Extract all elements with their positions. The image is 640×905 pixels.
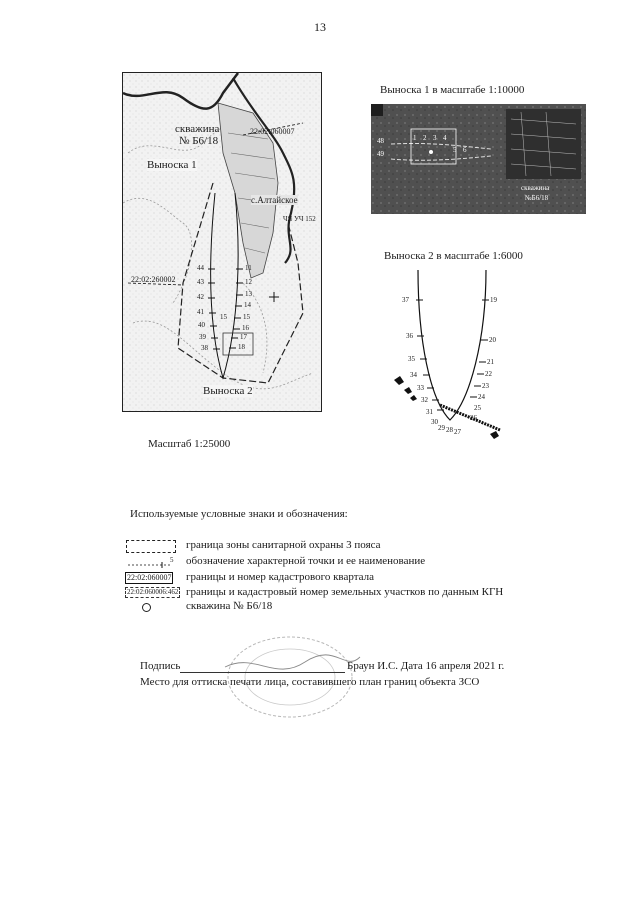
inset1-point: 1 xyxy=(413,134,417,142)
inset2-point: 27 xyxy=(454,428,461,436)
main-map-scale: Масштаб 1:25000 xyxy=(148,438,231,450)
callout2-label: Выноска 2 xyxy=(203,385,253,397)
inset1-point: 5 xyxy=(453,146,457,154)
village-label: с.Алтайское xyxy=(251,195,298,205)
inset2-point: 23 xyxy=(482,382,489,390)
inset2-point: 25 xyxy=(474,404,481,412)
well-label: скважина xyxy=(175,123,220,135)
point-label: 40 xyxy=(198,321,205,329)
point-label: 15 xyxy=(243,313,250,321)
point-label: 12 xyxy=(245,278,252,286)
inset1-point: 48 xyxy=(377,137,384,145)
legend-item: граница зоны санитарной охраны 3 пояса xyxy=(186,539,381,551)
point-label: 42 xyxy=(197,293,204,301)
inset2-point: 31 xyxy=(426,408,433,416)
inset1-well-number: №Б6/18 xyxy=(525,194,549,202)
inset2-point: 34 xyxy=(410,371,417,379)
inset1-map xyxy=(371,104,586,214)
cad-quarter-top: 22:02:060007 xyxy=(250,127,295,136)
point-label: 15 xyxy=(220,313,227,321)
point-label: 18 xyxy=(238,343,245,351)
legend-symbol-parcel: 22:02:060006:462 xyxy=(127,588,179,596)
point-label: 13 xyxy=(245,290,252,298)
inset1-point: 3 xyxy=(433,134,437,142)
point-label: 11 xyxy=(245,264,252,272)
main-map-drawing xyxy=(123,73,321,411)
signature-label: Подпись xyxy=(140,660,181,672)
page-number: 13 xyxy=(314,20,326,34)
legend-point-number: 5 xyxy=(170,556,174,564)
callout1-label: Выноска 1 xyxy=(147,159,197,171)
stamp-place-line: Место для оттиска печати лица, составившего план границ объекта ЗСО xyxy=(140,676,480,688)
inset2-point: 19 xyxy=(490,296,497,304)
inset1-point: 6 xyxy=(463,146,467,154)
inset2-point: 35 xyxy=(408,355,415,363)
legend-symbol-zone xyxy=(126,540,176,553)
inset2-point: 37 xyxy=(402,296,409,304)
inset2-point: 29 xyxy=(438,424,445,432)
inset2-point: 32 xyxy=(421,396,428,404)
legend-item: границы и номер кадастрового квартала xyxy=(186,571,374,583)
parcel-label: ЧЯ УЧ 152 xyxy=(283,215,316,223)
legend-heading: Используемые условные знаки и обозначения: xyxy=(130,508,348,520)
inset2-point: 21 xyxy=(487,358,494,366)
legend-symbol-point xyxy=(126,556,176,568)
cad-quarter-left: 22:02:260002 xyxy=(131,275,176,284)
inset1-drawing xyxy=(371,104,586,214)
inset2-title: Выноска 2 в масштабе 1:6000 xyxy=(384,250,523,262)
point-label: 44 xyxy=(197,264,204,272)
point-label: 17 xyxy=(240,333,247,341)
signature-name-date: Браун И.С. Дата 16 апреля 2021 г. xyxy=(347,660,505,672)
inset1-point: 49 xyxy=(377,150,384,158)
point-label: 39 xyxy=(199,333,206,341)
inset2-point: 30 xyxy=(431,418,438,426)
inset2-point: 24 xyxy=(478,393,485,401)
legend-item: обозначение характерной точки и ее наименование xyxy=(186,555,426,567)
point-label: 16 xyxy=(242,324,249,332)
point-label: 14 xyxy=(244,301,251,309)
point-label: 38 xyxy=(201,344,208,352)
legend-symbol-quarter: 22:02:060007 xyxy=(127,573,172,582)
legend-item: скважина № Б6/18 xyxy=(186,600,273,612)
inset1-point: 2 xyxy=(423,134,427,142)
signature-line xyxy=(180,672,345,673)
well-number-label: № Б6/18 xyxy=(179,135,219,147)
inset2-point: 36 xyxy=(406,332,413,340)
inset1-well-label: скважина xyxy=(521,184,550,192)
point-symbol-icon xyxy=(126,557,176,569)
inset2-point: 20 xyxy=(489,336,496,344)
legend-item: границы и кадастровый номер земельных участков по данным КГН xyxy=(186,586,504,598)
inset2-point: 26 xyxy=(470,414,477,422)
inset1-title: Выноска 1 в масштабе 1:10000 xyxy=(380,84,525,96)
point-label: 43 xyxy=(197,278,204,286)
main-map xyxy=(122,72,322,412)
well-symbol-icon xyxy=(142,603,151,612)
inset2-point: 22 xyxy=(485,370,492,378)
inset2-map xyxy=(390,270,512,446)
inset1-point: 4 xyxy=(443,134,447,142)
inset2-point: 28 xyxy=(446,426,453,434)
point-label: 41 xyxy=(197,308,204,316)
inset2-point: 33 xyxy=(417,384,424,392)
